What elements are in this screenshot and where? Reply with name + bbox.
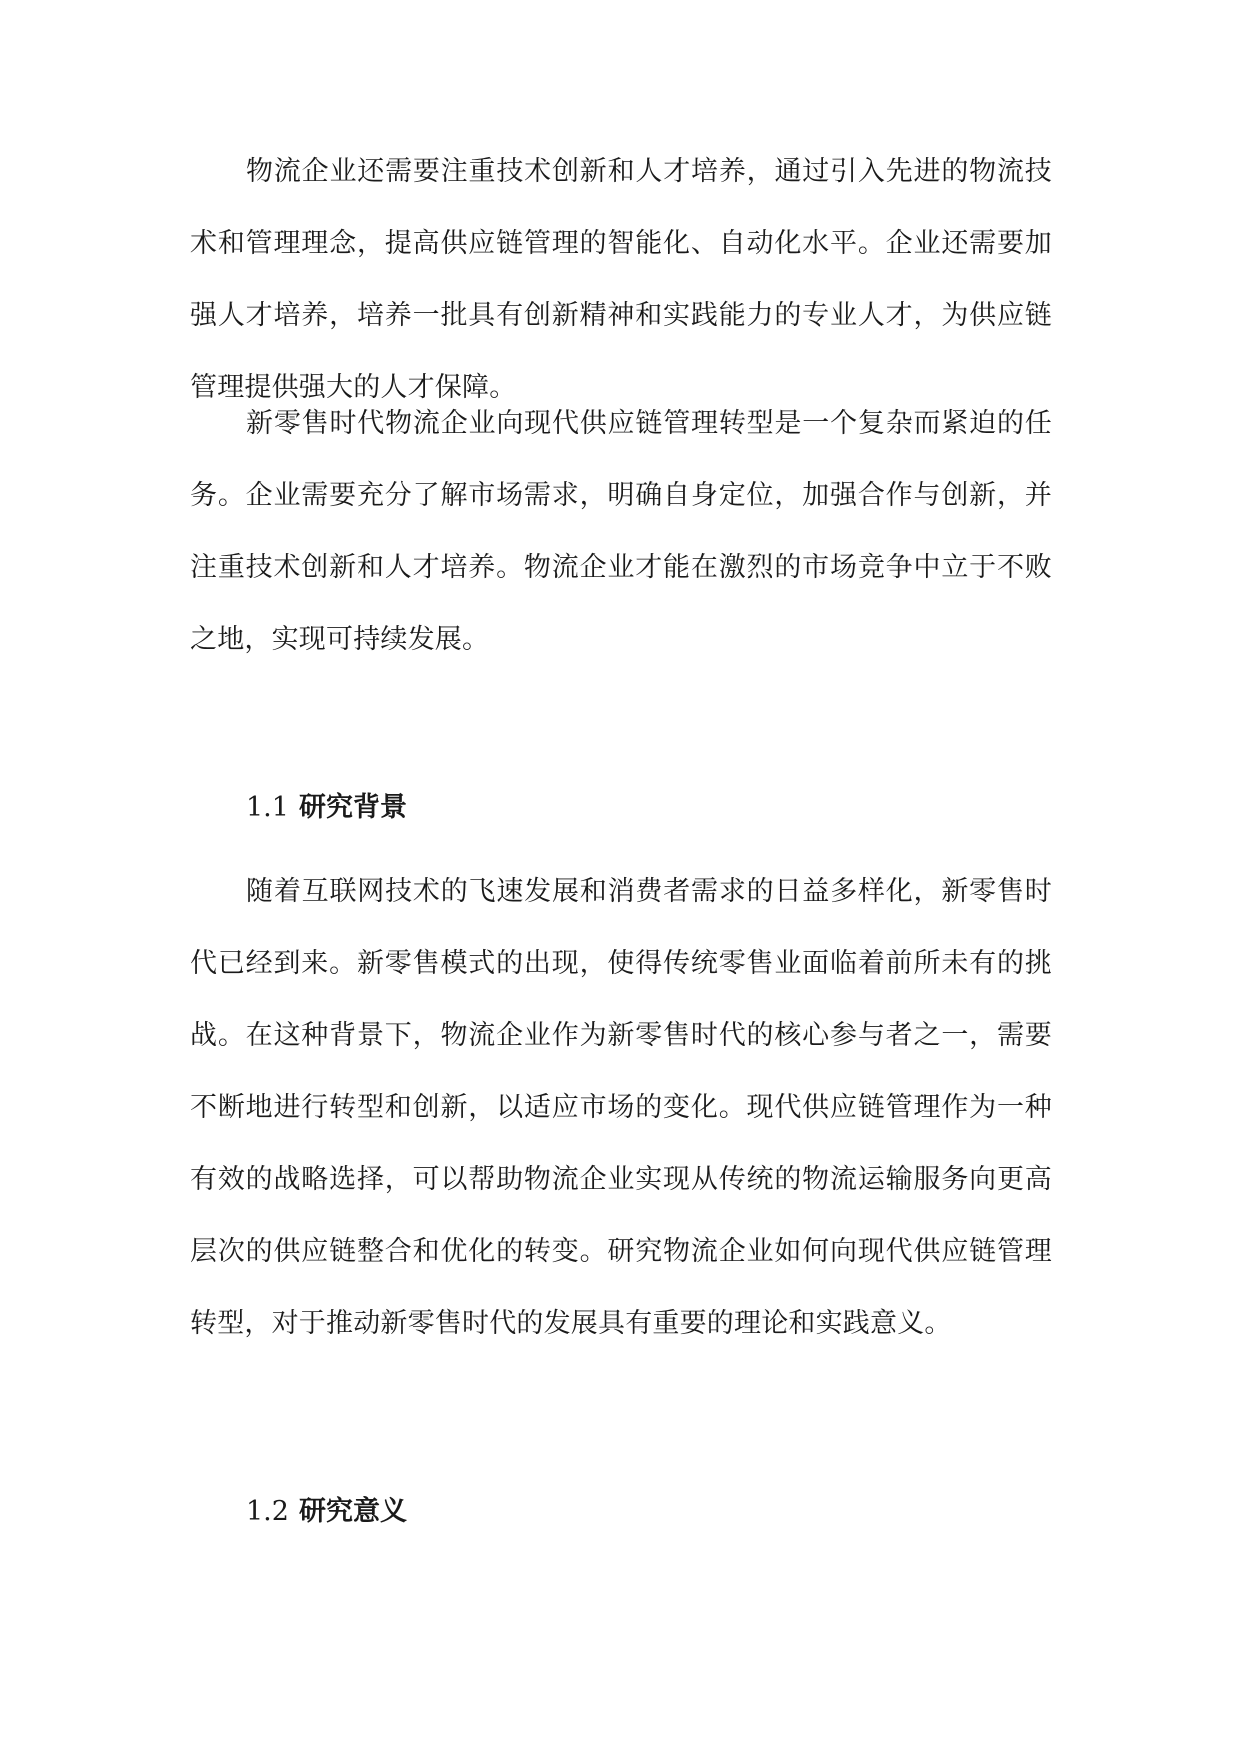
paragraph-transformation-summary: 新零售时代物流企业向现代供应链管理转型是一个复杂而紧迫的任务。企业需要充分了解市场需求，明确自身定位，加强合作与创新，并注重技术创新和人才培养。物流企业才能在激烈的市场竞争中立于不败之地，实现可持续发展。 (190, 408, 1052, 655)
section-title: 研究意义 (298, 1496, 407, 1527)
paragraph-tech-talent: 物流企业还需要注重技术创新和人才培养，通过引入先进的物流技术和管理理念，提高供应链管理的智能化、自动化水平。企业还需要加强人才培养，培养一批具有创新精神和实践能力的专业人才，为供应链管理提供强大的人才保障。 (190, 156, 1052, 403)
section-number: 1.2 (246, 1496, 289, 1527)
paragraph-research-background: 随着互联网技术的飞速发展和消费者需求的日益多样化，新零售时代已经到来。新零售模式的出现，使得传统零售业面临着前所未有的挑战。在这种背景下，物流企业作为新零售时代的核心参与者之一，需要不断地进行转型和创新，以适应市场的变化。现代供应链管理作为一种有效的战略选择，可以帮助物流企业实现从传统的物流运输服务向更高层次的供应链整合和优化的转变。研究物流企业如何向现代供应链管理转型，对于推动新零售时代的发展具有重要的理论和实践意义。 (190, 876, 1052, 1339)
section-heading-research-background (246, 788, 407, 828)
section-title: 研究背景 (298, 792, 407, 823)
section-number: 1.1 (246, 792, 289, 823)
section-heading-research-significance (246, 1492, 407, 1532)
